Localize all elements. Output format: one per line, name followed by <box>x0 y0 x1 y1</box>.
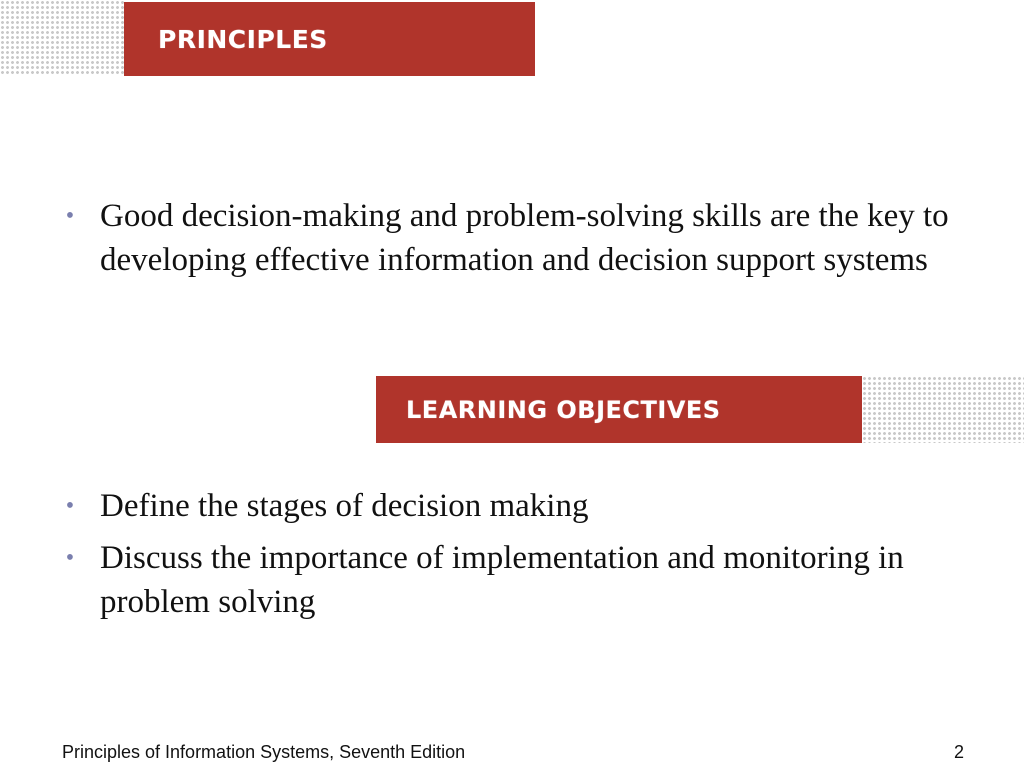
bullet-dot-icon: • <box>65 203 75 229</box>
dot-pattern-right <box>862 376 1024 443</box>
principles-bullet-list <box>58 194 968 290</box>
dot-pattern-top-left <box>0 0 124 76</box>
learning-objectives-banner <box>376 376 862 443</box>
objectives-bullet-list <box>58 484 978 632</box>
learning-objectives-banner-label: LEARNING OBJECTIVES <box>406 395 721 424</box>
objectives-bullet-text: Discuss the importance of implementation and monitoring in problem solving <box>100 540 904 620</box>
objectives-bullet-item <box>58 536 978 624</box>
bullet-dot-icon: • <box>65 493 75 519</box>
bullet-dot-icon: • <box>65 545 75 571</box>
principles-bullet-item <box>58 194 968 282</box>
objectives-bullet-item <box>58 484 978 528</box>
objectives-bullet-text: Define the stages of decision making <box>100 488 589 524</box>
footer-book-title: Principles of Information Systems, Seventh Edition <box>62 742 466 762</box>
principles-banner <box>124 2 535 76</box>
principles-banner-label: PRINCIPLES <box>158 24 328 54</box>
footer-page-number: 2 <box>953 742 964 762</box>
principles-bullet-text: Good decision-making and problem-solving skills are the key to developing effective information and decision support systems <box>100 198 949 278</box>
